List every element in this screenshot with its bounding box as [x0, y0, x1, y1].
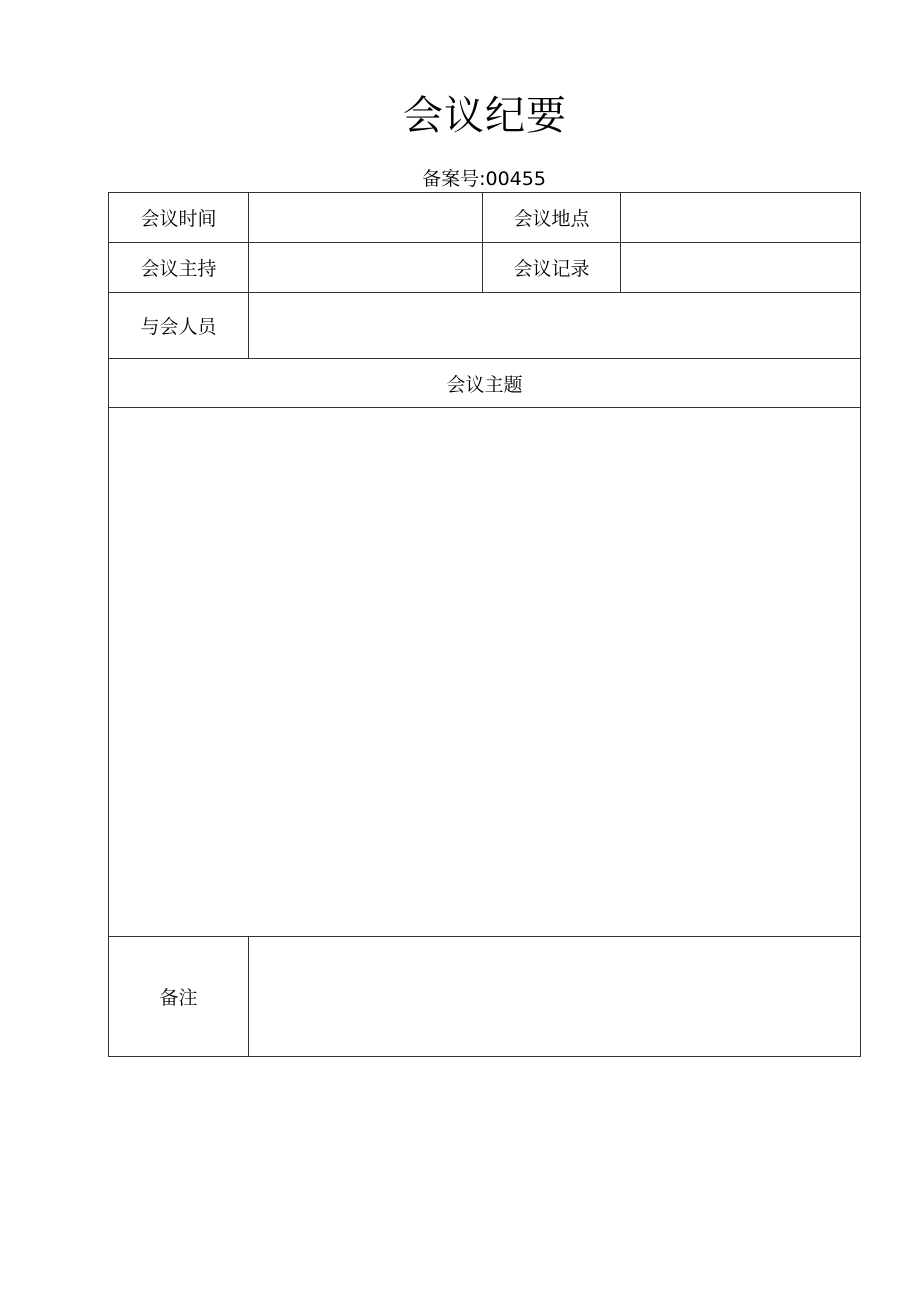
meeting-topic-label: 会议主题	[109, 359, 861, 408]
meeting-recorder-label: 会议记录	[483, 243, 621, 293]
meeting-time-field[interactable]	[249, 193, 483, 243]
page-title: 会议纪要	[403, 93, 567, 139]
meeting-host-label: 会议主持	[109, 243, 249, 293]
record-number: 备案号:00455	[422, 168, 546, 190]
attendees-label: 与会人员	[109, 293, 249, 359]
meeting-minutes-form	[108, 192, 861, 1057]
attendees-field[interactable]	[249, 293, 861, 359]
meeting-host-field[interactable]	[249, 243, 483, 293]
remarks-label: 备注	[109, 937, 249, 1057]
meeting-time-label: 会议时间	[109, 193, 249, 243]
form-row-attendees	[109, 293, 861, 359]
form-row-remarks	[109, 937, 861, 1057]
remarks-field[interactable]	[249, 937, 861, 1057]
form-row-topic-content	[109, 408, 861, 937]
form-row-topic-header	[109, 359, 861, 408]
meeting-recorder-field[interactable]	[621, 243, 861, 293]
form-row-host-recorder	[109, 243, 861, 293]
meeting-location-label: 会议地点	[483, 193, 621, 243]
meeting-location-field[interactable]	[621, 193, 861, 243]
meeting-topic-content-field[interactable]	[109, 408, 861, 937]
form-row-time-location	[109, 193, 861, 243]
